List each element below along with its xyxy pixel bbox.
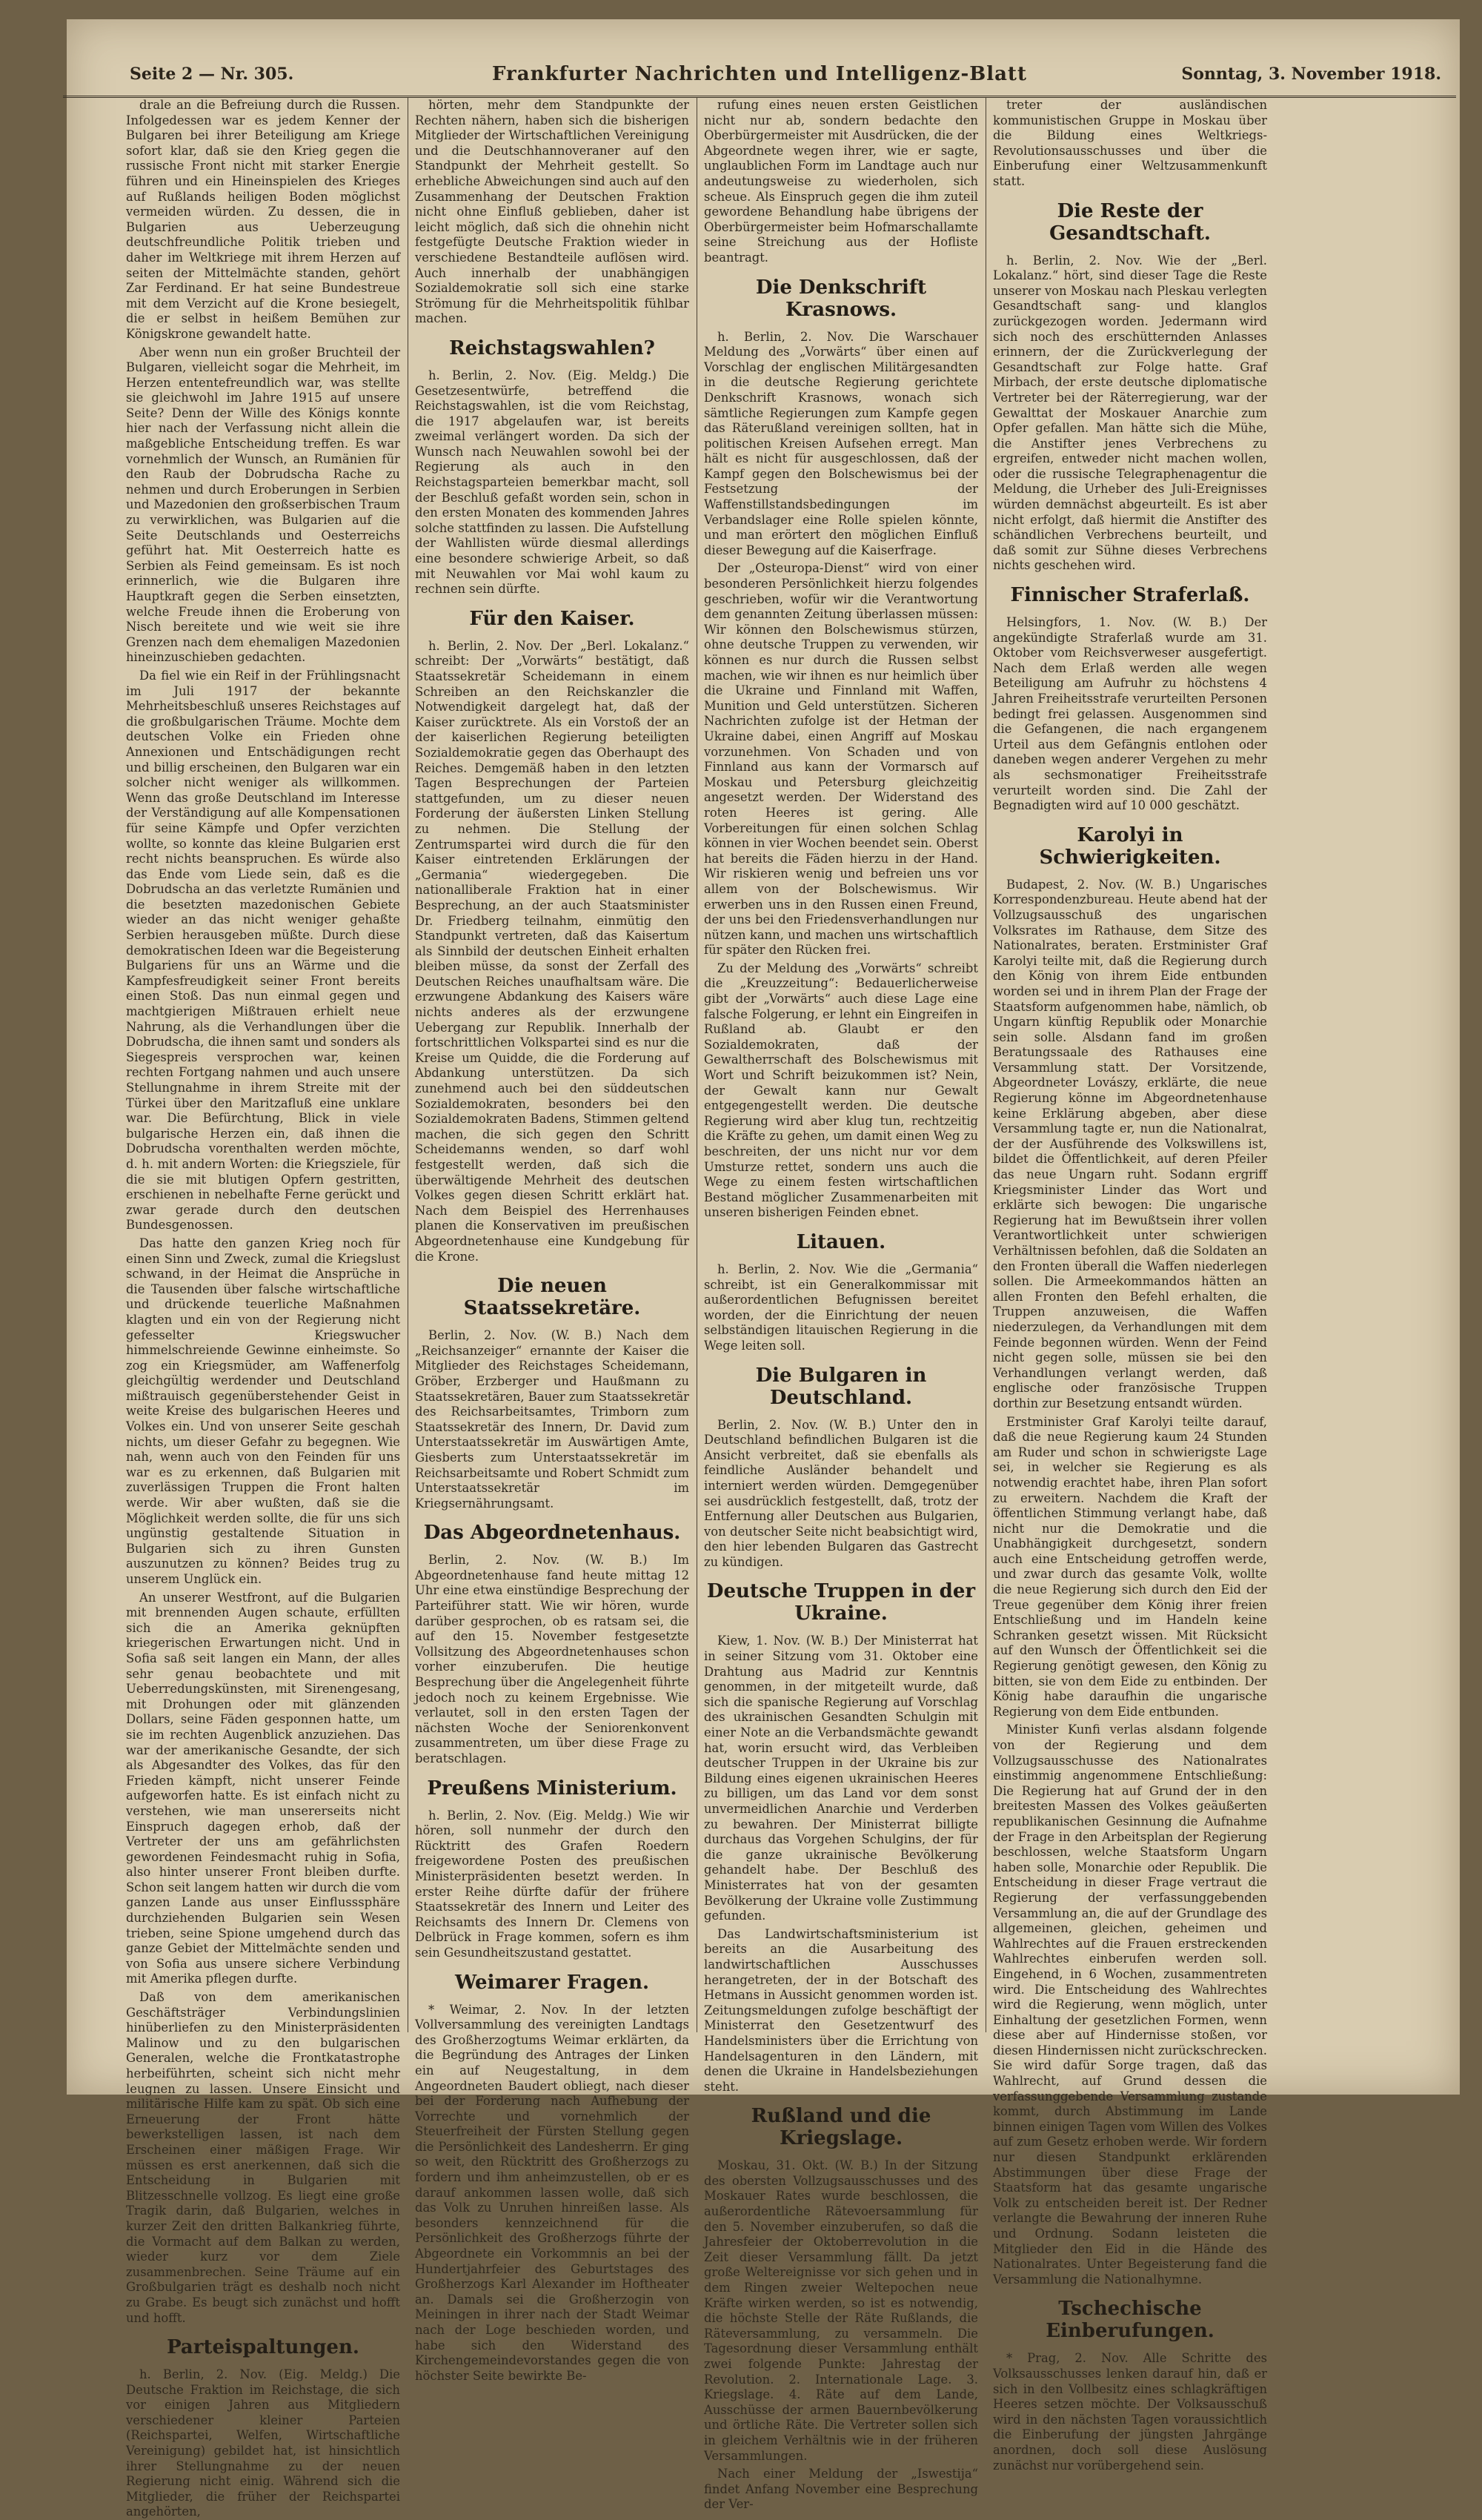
article-headline: Preußens Ministerium. (427, 1777, 677, 1800)
text-column-1 (126, 98, 400, 2519)
article-headline: Reichstagswahlen? (449, 336, 655, 359)
article-paragraph: An unserer Westfront, auf die Bulgarien mit brennenden Augen schaute, erfüllten sich die an Amerika geknüpften kriegerischen Erwartungen nicht. Und in Sofia saß seit langen ein Mann, der alles sehr genau beobachtete und mit Ueberredungskünsten, mit Sirenengesang, mit Drohungen oder mit glänzenden Dollars, seine Fäden gesponnen hatte, um sie im rechten Augenblick anzuziehen. Das war der amerikanische Gesandte, der sich als Abgesandter des Volkes, das für den Frieden kämpft, nicht unserer Feinde aufgeworfen hatte. Es ist einfach nicht zu verstehen, wie man unsererseits nicht Einspruch dagegen erhob, daß der Vertreter der uns am gefährlichsten gewordenen Feindesmacht ruhig in Sofia, also hinter unserer Front bleiben durfte. Schon seit langem hatten wir durch die vom ganzen Lande aus unser Einflusssphäre durchziehenden Bulgarien sein Wesen trieben, seine Spione umgehend durch das ganze Gebiet der Mittelmächte senden und von Sofia aus unsere sichere Verbindung mit Amerika pflegen durfte. (126, 1590, 400, 1986)
article-paragraph: Aber wenn nun ein großer Bruchteil der Bulgaren, vielleicht sogar die Mehrheit, im Herzen ententefreundlich war, was stellte sie gleichwohl im Jahre 1915 auf unsere Seite? Denn der Wille des Königs konnte hier nach der Verfassung nicht allein die maßgebliche Entscheidung treffen. Es war vornehmlich der Wunsch, an Rumänien für den Raub der Dobrudscha Rache zu nehmen und durch Eroberungen in Serbien und Mazedonien den großserbischen Traum zu verwirklichen, was Bulgarien auf die Seite Deutschlands und Oesterreichs geführt hat. Mit Oesterreich hatte es Serbien als Feind gemeinsam. Es ist noch erinnerlich, wie die Bulgaren ihre Hauptkraft gegen die Serben einsetzten, welche Freude ihnen die Eroberung von Nisch bereitete und wie weit sie ihre Grenzen nach dem ehemaligen Mazedonien hineinzuschieben gedachten. (126, 345, 400, 665)
article-headline: Weimarer Fragen. (454, 1971, 650, 1994)
article-paragraph: drale an die Befreiung durch die Russen. Infolgedessen war es jedem Kenner der Bulgaren bei ihrer Beteiligung am Kriege sofort klar, daß sie den Krieg gegen die russische Front nicht mit starker Energie führen und ein Hineinspielen des Krieges auf Rußlands heiligen Boden möglichst vermeiden würden. Zu dessen, die in Bulgarien aus Ueberzeugung deutschfreundliche Politik trieben und daher im Weltkriege mit ihrem Herzen auf seiten der Mittelmächte standen, gehört Zar Ferdinand. Er hat seine Bundestreue mit dem Verzicht auf die Krone besiegelt, die er selbst in heißem Bemühen zur Königskrone gewandelt hatte. (126, 98, 400, 341)
article-paragraph: Helsingfors, 1. Nov. (W. B.) Der angekündigte Straferlaß wurde am 31. Oktober vom Reichsverweser ausgefertigt. Nach dem Erlaß werden alle wegen Beteiligung am Aufruhr zu höchstens 4 Jahren Freiheitsstrafe verurteilten Personen bedingt frei gelassen. Ausgenommen sind die Gefangenen, die nach ergangenem Urteil aus dem Gefängnis entlohen oder daneben wegen anderer Vergehen zu mehr als sechsmonatiger Freiheitsstrafe verurteilt worden sind. Die Zahl der Begnadigten wird auf 10 000 geschätzt. (993, 615, 1267, 813)
article-paragraph: rufung eines neuen ersten Geistlichen nicht nur ab, sondern bedachte den Oberbürgermeister mit Ausdrücken, die der Abgeordnete wegen ihrer, wie er sagte, unglaublichen Form im Landtage auch nur andeutungsweise zu wiederholen, sich scheue. Als Einspruch gegen die ihm zuteil gewordene Behandlung habe übrigens der Oberbürgermeister beim Hofmarschallamte seine Streichung aus der Hofliste beantragt. (704, 98, 978, 265)
article-paragraph: Da fiel wie ein Reif in der Frühlingsnacht im Juli 1917 der bekannte Mehrheitsbeschluß unseres Reichstages auf die großbulgarischen Träume. Mochte dem deutschen Volke ein Frieden ohne Annexionen und Entschädigungen recht und billig erscheinen, den Bulgaren war ein solcher nicht weniger als willkommen. Wenn das große Deutschland im Interesse der Verständigung auf alle Kompensationen für seine Kämpfe und Opfer verzichten wollte, so konnte das kleine Bulgarien erst recht nichts beanspruchen. Es würde also das Ende vom Liede sein, daß es die Dobrudscha an das verletzte Rumänien und die besetzten mazedonischen Gebiete wieder an das nicht weniger gehaßte Serbien herausgeben müßte. Durch diese demokratischen Ideen war die Begeisterung Bulgariens für uns an Wärme und die Kampfesfreudigkeit seiner Front bereits einen Stoß. Das nun einmal gegen und machtgierigen Mißtrauen erhielt neue Nahrung, als die Verhandlungen über die Dobrudscha, die ihnen samt und sonders als Siegespreis versprochen war, keinen rechten Fortgang nahmen und auch unsere Stellungnahme in ihrem Streite mit der Türkei über den Maritzafluß eine unklare war. Die Befürchtung, Blick in viele bulgarische Herzen ein, daß ihnen die Dobrudscha vorenthalten werden möchte, d. h. mit andern Worten: die Kriegsziele, für die sie mit blutigen Opfern gestritten, erschienen in nebelhafte Ferne gerückt und zwar gerade durch den deutschen Bundesgenossen. (126, 668, 400, 1233)
page-number: Seite 2 — Nr. 305. (130, 64, 294, 84)
article-paragraph: Moskau, 31. Okt. (W. B.) In der Sitzung des obersten Vollzugsausschusses und des Moskauer Rates wurde beschlossen, die außerordentliche Rätevoersammlung für den 5. November einzuberufen, so daß die Jahresfeier der Oktoberrevolution in die Zeit dieser Versammlung fällt. Da jetzt große Weltereignisse vor sich gehen und in dem Ringen zweier Weltepochen neue Kräfte wirken werden, so ist es notwendig, die höchste Stelle der Räte Rußlands, die Räteversammlung, zu versammeln. Die Tagesordnung dieser Versammlung enthält zwei folgende Punkte: Jahrestag der Revolution. 2. Internationale Lage. 3. Kriegslage. 4. Räte auf dem Lande, Ausschüsse der armen Bauernbevölkerung und örtliche Räte. Die Vertreter sollen sich in gleichem Verhältnis wie in der früheren Versammlungen. (704, 2158, 978, 2463)
article-headline: Parteispaltungen. (167, 2336, 359, 2359)
article-paragraph: Der „Osteuropa-Dienst“ wird von einer besonderen Persönlichkeit hierzu folgendes geschrieben, wofür wir die Verantwortung dem genannten Zeitung überlassen müssen: Wir können den Bolschewismus stürzen, ohne deutsche Truppen zu verwenden, wir können es nur durch die Russen selbst machen, wie wir ihnen es nur heimlich über die Ukraine und Finnland mit Waffen, Munition und Geld unterstützen. Sicheren Nachrichten zufolge ist der Hetman der Ukraine dabei, einen Angriff auf Moskau vorzunehmen. Von Schaden und von Finnland aus kann der Vormarsch auf Moskau und Petersburg gleichzeitig angesetzt werden. Der Widerstand des roten Heeres ist gering. Alle Vorbereitungen für einen solchen Schlag können in vier Wochen beendet sein. Oberst hat bereits die Fäden hierzu in der Hand. Wir riskieren wenig und befreien uns vor allem von der Bolschewismus. Wir erwerben uns in den Russen einen Freund, der uns bei den Friedensverhandlungen nur nützen kann, und machen uns wirtschaftlich für später den Rücken frei. (704, 561, 978, 958)
article-paragraph: treter der ausländischen kommunistischen Gruppe in Moskau über die Bildung eines Weltkriegs-Revolutionsausschusses und über die Einberufung einer Weltzusammenkunft statt. (993, 98, 1267, 188)
article-paragraph: h. Berlin, 2. Nov. (Eig. Meldg.) Die Gesetzesentwürfe, betreffend die Reichstagswahlen, ist die vom Reichstag, die 1917 abgelaufen war, ist bereits zweimal verlängert worden. Da sich der Wunsch nach Neuwahlen sowohl bei der Regierung als auch in den Reichstagsparteien bemerkbar macht, soll der Beschluß gefaßt worden sein, schon in den ersten Monaten des kommenden Jahres solche stattfinden zu lassen. Die Aufstellung der Wahllisten würde diesmal allerdings eine besondere schwierige Arbeit, so daß mit Neuwahlen vor Mai wohl kaum zu rechnen sein dürfte. (415, 368, 689, 597)
article-paragraph: h. Berlin, 2. Nov. Wie die „Germania“ schreibt, ist ein Generalkommissar mit außerordentlichen Befugnissen bereitet worden, der die Einrichtung der neuen selbständigen litauischen Regierung in die Wege leiten soll. (704, 1261, 978, 1353)
article-headline: Tschechische Einberufungen. (1046, 2298, 1214, 2343)
article-paragraph: Berlin, 2. Nov. (W. B.) Nach dem „Reichsanzeiger“ ernannte der Kaiser die Mitglieder des Reichstages Scheidemann, Gröber, Erzberger und Haußmann zu Staatssekretären, Bauer zum Staatssekretär des Reichsarbeitsamtes, Trimborn zum Staatssekretär des Innern, Dr. David zum Unterstaatssekretär im Auswärtigen Amte, Giesberts zum Unterstaatssekretär im Reichsarbeitsamte und Robert Schmidt zum Unterstaatssekretär im Kriegsernährungsamt. (415, 1328, 689, 1511)
article-paragraph: Nach einer Meldung der „Iswestija“ findet Anfang November eine Besprechung der Ver- (704, 2467, 978, 2512)
article-paragraph: Das Landwirtschaftsministerium ist bereits an die Ausarbeitung des landwirtschaftlichen Ausschusses herangetreten, der in der Botschaft des Hetmans in Aussicht genommen worden ist. Zeitungsmeldungen zufolge beschäftigt der Ministerrat den Gesetzentwurf des Handelsministers über die Errichtung von Handelsagenturen in den Ländern, mit denen die Ukraine in Handelsbeziehungen steht. (704, 1926, 978, 2094)
article-headline: Das Abgeordnetenhaus. (423, 1522, 681, 1545)
article-headline: Litauen. (796, 1230, 886, 1253)
article-headline: Karolyi in Schwierigkeiten. (1039, 823, 1221, 869)
article-paragraph: Berlin, 2. Nov. (W. B.) Unter den in Deutschland befindlichen Bulgaren ist die Ansicht verbreitet, daß sie ebenfalls als feindliche Ausländer behandelt und interniert werden würden. Demgegenüber sei ausdrücklich festgestellt, daß, trotz der Entfernung aller Deutschen aus Bulgarien, von deutscher Seite nicht beabsichtigt wird, den hier lebenden Bulgaren das Gastrecht zu kündigen. (704, 1417, 978, 1569)
newspaper-title: Frankfurter Nachrichten und Intelligenz-Blatt (492, 63, 1027, 85)
article-headline: Finnischer Straferlaß. (1010, 584, 1250, 607)
article-paragraph: Das hatte den ganzen Krieg noch für einen Sinn und Zweck, zumal die Kriegslust schwand, in der Heimat die Ansprüche in die Tausenden über falsche wirtschaftliche und drückende teuerliche Maßnahmen klagten und ein von der Regierung nicht gefesselter Kriegswucher himmelschreiende Gewinne einheimste. So zog ein Kriegsmüder, am Waffenerfolg gleichgültig werdender und Deutschland mißtrauisch gegenüberstehender Geist in weite Kreise des bulgarischen Heeres und Volkes ein. Und von unserer Seite geschah nichts, um dieser Gefahr zu begegnen. Wie nah, wenn auch von den Feinden für uns war es zu erkennen, daß Bulgarien mit zuverlässigen Truppen die Front halten werde. Wir aber wußten, daß sie die Möglichkeit werden sollte, die für uns sich ungünstig gestaltende Situation in Bulgarien sich zu ihren Gunsten auszunutzen zu können? Beides trug zu unserem Unglück ein. (126, 1236, 400, 1586)
article-paragraph: Minister Kunfi verlas alsdann folgende von der Regierung und dem Vollzugsausschusse des Nationalrates einstimmig angenommene Entschließung: Die Regierung hat auf Grund der in den breitesten Massen des Volkes geäußerten republikanischen Gesinnung die Aufnahme der Frage in den Arbeitsplan der Regierung beschlossen, welche Staatsform Ungarn haben solle, Monarchie oder Republik. Die Entscheidung in dieser Frage vertraut die Regierung der verfassunggebenden Versammlung an, die auf der Grundlage des allgemeinen, gleichen, geheimen und Wahlrechtes auf die Frauen erstreckenden Wahlrechtes einberufen werden soll. Eingehend, in 6 Wochen, zusammentreten wird. Die Entscheidung des Wahlrechtes wird die Regierung, wenn möglich, unter Einhaltung der gesetzlichen Formen, wenn diese aber auf Hindernisse stoßen, vor diesen Hindernissen nicht zurückschrecken. Sie wird dafür Sorge tragen, daß das Wahlrecht, auf Grund dessen die verfassunggebende Versammlung zustande kommt, durch Abstimmung im Lande binnen einigen Tagen vom Willen des Volkes auf zum Gesetz erhoben werde. Wir fordern nur diesen Standpunkt erklärenden Abstimmungen über diese Frage der Staatsform hat das gesamte ungarische Volk zu entscheiden bereit ist. Der Redner verlangte die Bewahrung der inneren Ruhe und Ordnung. Sodann leisteten die Mitglieder den Eid in die Hände des Nationalrates. Unter Begeisterung fand die Versammlung die Nationalhymne. (993, 1722, 1267, 2287)
article-headline: Für den Kaiser. (469, 607, 635, 630)
article-paragraph: Kiew, 1. Nov. (W. B.) Der Ministerrat hat in seiner Sitzung vom 31. Oktober eine Drahtung aus Madrid zur Kenntnis genommen, in der mitgeteilt wurde, daß sich die spanische Regierung auf Vorschlag des ukrainischen Gesandten Schulgin mit einer Note an die Verbandsmächte gewandt hat, worin ersucht wird, das Verbleiben deutscher Truppen in der Ukraine bis zur Bildung eines eigenen ukrainischen Heeres zu billigen, um das Land vor dem sonst unvermeidlichen Anarchie und Verderben zu bewahren. Der Ministerrat billigte durchaus das Vorgehen Schulgins, der für die ganze ukrainische Bevölkerung gehandelt habe. Der Beschluß des Ministerrates hat von der gesamten Bevölkerung der Ukraine volle Zustimmung gefunden. (704, 1634, 978, 1923)
article-paragraph: h. Berlin, 2. Nov. Die Warschauer Meldung des „Vorwärts“ über einen auf Vorschlag der englischen Militärgesandten in die deutsche Regierung gerichtete Denkschrift Krasnows, wonach sich sämtliche Regierungen zum Kampfe gegen das Räterußland vereinigen sollten, hat in politischen Kreisen Aufsehen erregt. Man hält es nicht für ausgeschlossen, daß der Kampf gegen den Bolschewismus bei der Festsetzung der Waffenstillstandsbedingungen im Verbandslager eine Rolle spielen könnte, und man erörtert den möglichen Einfluß dieser Bewegung auf die Kaiserfrage. (704, 329, 978, 557)
article-paragraph: Budapest, 2. Nov. (W. B.) Ungarisches Korrespondenzbureau. Heute abend hat der Vollzugsausschuß des ungarischen Volksrates im Rathause, dem Sitze des Nationalrates, beraten. Erstminister Graf Karolyi teilte mit, daß die Regierung durch den König von ihrem Eide entbunden worden sei und in ihrem Plan der Frage der Staatsform aufgenommen habe, nämlich, ob Ungarn künftig Republik oder Monarchie sein solle. Alsdann fand im großen Beratungssaale des Rathauses eine Versammlung statt. Der Vorsitzende, Abgeordneter Lovászy, erklärte, die neue Regierung könne im Abgeordnetenhause keine Erklärung abgeben, aber diese Versammlung tagte er, nun die Nationalrat, der der Ausführende des Volkswillens ist, bildet die Öffentlichkeit, auf deren Pfeiler das neue Ungarn ruht. Sodann ergriff Kriegsminister Linder das Wort und erklärte sich bewogen: Die ungarische Regierung hat im Bewußtsein ihrer vollen Verantwortlichkeit unter schwierigen Verhältnissen befohlen, daß die Soldaten an den Fronten überall die Waffen niederlegen sollen. Die Armeekommandos hätten an allen Fronten den Befehl erhalten, die Truppen anzuweisen, die Waffen niederzulegen, da Verhandlungen mit dem Feinde begonnen würden. Wenn der Feind nicht gegen solle, müssen sie bei den Verhandlungen verlangt werden, daß englische oder französische Truppen dorthin zur Besetzung entsandt würden. (993, 877, 1267, 1410)
article-headline: Deutsche Truppen in der Ukraine. (706, 1580, 976, 1625)
article-headline: Rußland und die Kriegslage. (751, 2105, 931, 2150)
masthead (63, 63, 1456, 98)
article-paragraph: h. Berlin, 2. Nov. Wie der „Berl. Lokalanz.“ hört, sind dieser Tage die Reste unserer von Moskau nach Pleskau verlegten Gesandtschaft sang- und klanglos zurückgezogen worden. Jedermann wird sich noch des erschütternden Anlasses erinnern, der die Zurückverlegung der Gesandtschaft zur Folge hatte. Graf Mirbach, der erste deutsche diplomatische Vertreter bei der Räterregierung, war der Gewalttat der Moskauer Anarchie zum Opfer gefallen. Man hätte sich die Mühe, die Anstifter jenes Verbrechens zu ergreifen, entweder nicht machen wollen, oder die russische Telegraphenagentur die Meldung, die Urheber des Juli-Ereignisses würden demnächst abgeurteilt. Es ist aber nicht erfolgt, daß hiermit die Anstifter des schändlichen Verbrechens beurteilt, und daß somit zur Sühne dieses Verbrechens nichts geschehen wird. (993, 253, 1267, 573)
issue-date: Sonntag, 3. November 1918. (1181, 64, 1441, 84)
article-headline: Die Bulgaren in Deutschland. (755, 1364, 927, 1409)
article-paragraph: hörten, mehr dem Standpunkte der Rechten nähern, haben sich die bisherigen Mitglieder der Wirtschaftlichen Vereinigung und die Deutschhannoveraner auf den Standpunkt der Mehrheit gestellt. So erhebliche Abweichungen sind auch auf den Zusammenhang der Deutschen Fraktion nicht ohne Einfluß geblieben, daher ist leicht möglich, daß sich die ohnehin nicht festgefügte Deutsche Fraktion wieder in verschiedene Bestandteile auflösen wird. Auch innerhalb der unabhängigen Sozialdemokratie soll sich eine starke Strömung für die Mehrheitspolitik fühlbar machen. (415, 98, 689, 326)
text-column-4 (993, 98, 1267, 2473)
article-paragraph: h. Berlin, 2. Nov. Der „Berl. Lokalanz.“ schreibt: Der „Vorwärts“ bestätigt, daß Staatssekretär Scheidemann in einem Schreiben an den Reichskanzler die Notwendigkeit dargelegt hat, daß der Kaiser zurücktrete. Als ein Vorstoß der an der kaiserlichen Regierung beteiligten Sozialdemokratie gegen das Oberhaupt des Reiches. Demgemäß haben in den letzten Tagen Besprechungen der Parteien stattgefunden, um zu dieser neuen Forderung der äußersten Linken Stellung zu nehmen. Die Stellung der Zentrumspartei wird durch die für den Kaiser eintretenden Erklärungen der „Germania“ wiedergegeben. Die nationalliberale Fraktion hat in einer Besprechung, an der auch Staatsminister Dr. Friedberg teilnahm, einmütig den Standpunkt vertreten, daß das Kaisertum als Sinnbild der deutschen Einheit erhalten bleiben müsse, da sonst der Zerfall des Deutschen Reiches unaufhaltsam wäre. Die erzwungene Abdankung des Kaisers wäre nichts anderes als der erzwungene Uebergang zur Republik. Innerhalb der fortschrittlichen Volkspartei sind es nur die Kreise um Quidde, die die Forderung auf Abdankung unterstützen. Da sich zunehmend auch bei den süddeutschen Sozialdemokraten, besonders bei den Sozialdemokraten Badens, Stimmen geltend machen, die sich gegen den Schritt Scheidemanns wenden, so darf wohl festgestellt werden, daß sich die überwältigende Mehrheit des deutschen Volkes gegen diesen Schritt erklärt hat. Nach dem Beispiel des Herrenhauses planen die Konservativen im preußischen Abgeordnetenhause eine Kundgebung für die Krone. (415, 638, 689, 1264)
article-paragraph: h. Berlin, 2. Nov. (Eig. Meldg.) Die Deutsche Fraktion im Reichstage, die sich vor einigen Jahren aus Mitgliedern verschiedener kleiner Parteien (Reichspartei, Welfen, Wirtschaftliche Vereinigung) gebildet hat, ist hinsichtlich ihrer Stellungnahme zu der neuen Regierung nicht einig. Während sich die Mitglieder, die früher der Reichspartei angehörten, (126, 2367, 400, 2519)
text-column-3 (704, 98, 978, 2512)
article-paragraph: Erstminister Graf Karolyi teilte darauf, daß die neue Regierung kaum 24 Stunden am Ruder und schon in schwierigste Lage sei, in welcher sie Regierung es als notwendig erachtet habe, ihren Plan sofort zu erweitern. Nachdem die Kraft der öffentlichen Stimmung verlangt habe, daß nicht nur die Demokratie und die Unabhängigkeit durchgesetzt, sondern auch eine Entscheidung getroffen werde, und zwar durch das gesamte Volk, wollte die neue Regierung sich durch den Eid der Treue gegenüber dem König ihrer freien Entschließung und im Handeln keine Schranken gesetzt wissen. Mit Rücksicht auf den Wunsch der Öffentlichkeit sei die Regierung genötigt gewesen, den König zu bitten, sie von dem Eide zu entbinden. Der König habe daraufhin die ungarische Regierung von dem Eide entbunden. (993, 1414, 1267, 1719)
article-paragraph: * Prag, 2. Nov. Alle Schritte des Volksausschusses lenken darauf hin, daß er sich in den Vollbesitz eines schlagkräftigen Heeres setzen möchte. Der Volksausschuß wird in den nächsten Tagen voraussichtlich die Einberufung der jüngsten Jahrgänge anordnen, doch soll diese Auslösung zunächst nur vorübergehend sein. (993, 2351, 1267, 2473)
article-paragraph: h. Berlin, 2. Nov. (Eig. Meldg.) Wie wir hören, soll nunmehr der durch den Rücktritt des Grafen Roedern freigewordene Posten des preußischen Ministerpräsidenten besetzt werden. In erster Reihe dürfte dafür der frühere Staatssekretär des Innern und Leiter des Reichsamts des Innern Dr. Clemens von Delbrück in Frage kommen, sofern es ihm sein Gesundheitszustand gestattet. (415, 1808, 689, 1960)
article-paragraph: Zu der Meldung des „Vorwärts“ schreibt die „Kreuzzeitung“: Bedauerlicherweise gibt der „Vorwärts“ auch diese Lage eine falsche Folgerung, er lehnt ein Eingreifen in Rußland ab. Glaubt er den Sozialdemokraten, daß der Gewaltherrschaft des Bolschewismus mit Wort und Schrift beizukommen ist? Nein, der Gewalt kann nur Gewalt entgegengestellt werden. Die deutsche Regierung wird aber klug tun, rechtzeitig die Kräfte zu gehen, um damit einen Weg zu beschreiten, der uns nicht nur vor dem Umsturze rettet, sondern uns auch die Wege zu einem festen wirtschaftlichen Bestand möglicher Zusammenarbeiten mit unseren bisherigen Feinden ebnet. (704, 961, 978, 1220)
article-paragraph: * Weimar, 2. Nov. In der letzten Vollversammlung des vereinigten Landtags des Großherzogtums Weimar erklärten, da die Begründung des Antrages der Linken ein auf Neugestaltung, in dem Angeordneten Baudert obliegt, nach dieser bei der Forderung nach Aufhebung der Vorrechte und vornehmlich der Steuerfreiheit der Fürsten Stellung gegen die Persönlichkeit des Landesherrn. Er ging so weit, den Rücktritt des Großherzogs zu fordern und ihm anheimzustellen, ob er es darauf ankommen lassen wolle, daß sich das Volk zu Unruhen hinreißen lasse. Als besonders kennzeichnend für die Persönlichkeit des Großherzogs führte der Abgeordnete ein Vorkommnis an bei der Hundertjahrfeier des Geburtstages des Großherzogs Karl Alexander im Hoftheater an. Damals sei die Großherzogin von Meiningen in ihrer nach der Stadt Weimar nach der Loge beschieden worden, und habe sich den Widerstand des Kirchengemeindevorstandes gegen die von höchster Seite bewirkte Be- (415, 2002, 689, 2383)
article-paragraph: Daß von dem amerikanischen Geschäftsträger Verbindungslinien hinüberliefen zu den Ministerpräsidenten Malinow und zu den bulgarischen Generalen, welche die Frontkatastrophe herbeiführten, scheint sich nicht mehr leugnen zu lassen. Unsere Einsicht und militärische Hilfe kam zu spät. Ob sich eine Erneuerung der Front hätte bewerkstelligen lassen, ist nach dem Erscheinen einer mäßigen Frage. Wir müssen es erst anerkennen, daß sich die Entscheidung in Bulgarien mit Blitzesschnelle vollzog. Es liegt eine große Tragik darin, daß Bulgarien, welches in kurzer Zeit den dritten Balkankrieg führte, die Vormacht auf dem Balkan zu werden, wieder kurz vor dem Ziele zusammenbrechen. Seine Träume auf ein Großbulgarien trägt es deshalb noch nicht zu Grabe. Es beugt sich zunächst und hofft und hofft. (126, 1990, 400, 2325)
article-paragraph: Berlin, 2. Nov. (W. B.) Im Abgeordnetenhause fand heute mittag 12 Uhr eine etwa einstündige Besprechung der Parteiführer statt. Wie wir hören, wurde darüber gesprochen, ob es ratsam sei, die auf den 15. November festgesetzte Vollsitzung des Abgeordnetenhauses schon vorher einzuberufen. Die heutige Besprechung über die Angelegenheit führte jedoch noch zu keinem Ergebnisse. Wie verlautet, soll in den ersten Tagen der nächsten Woche der Seniorenkonvent zusammentreten, um über diese Frage zu beratschlagen. (415, 1553, 689, 1765)
text-column-2 (415, 98, 689, 2383)
article-headline: Die Denkschrift Krasnows. (755, 276, 927, 321)
article-headline: Die Reste der Gesandtschaft. (1049, 199, 1211, 245)
article-headline: Die neuen Staatssekretäre. (463, 1275, 641, 1320)
